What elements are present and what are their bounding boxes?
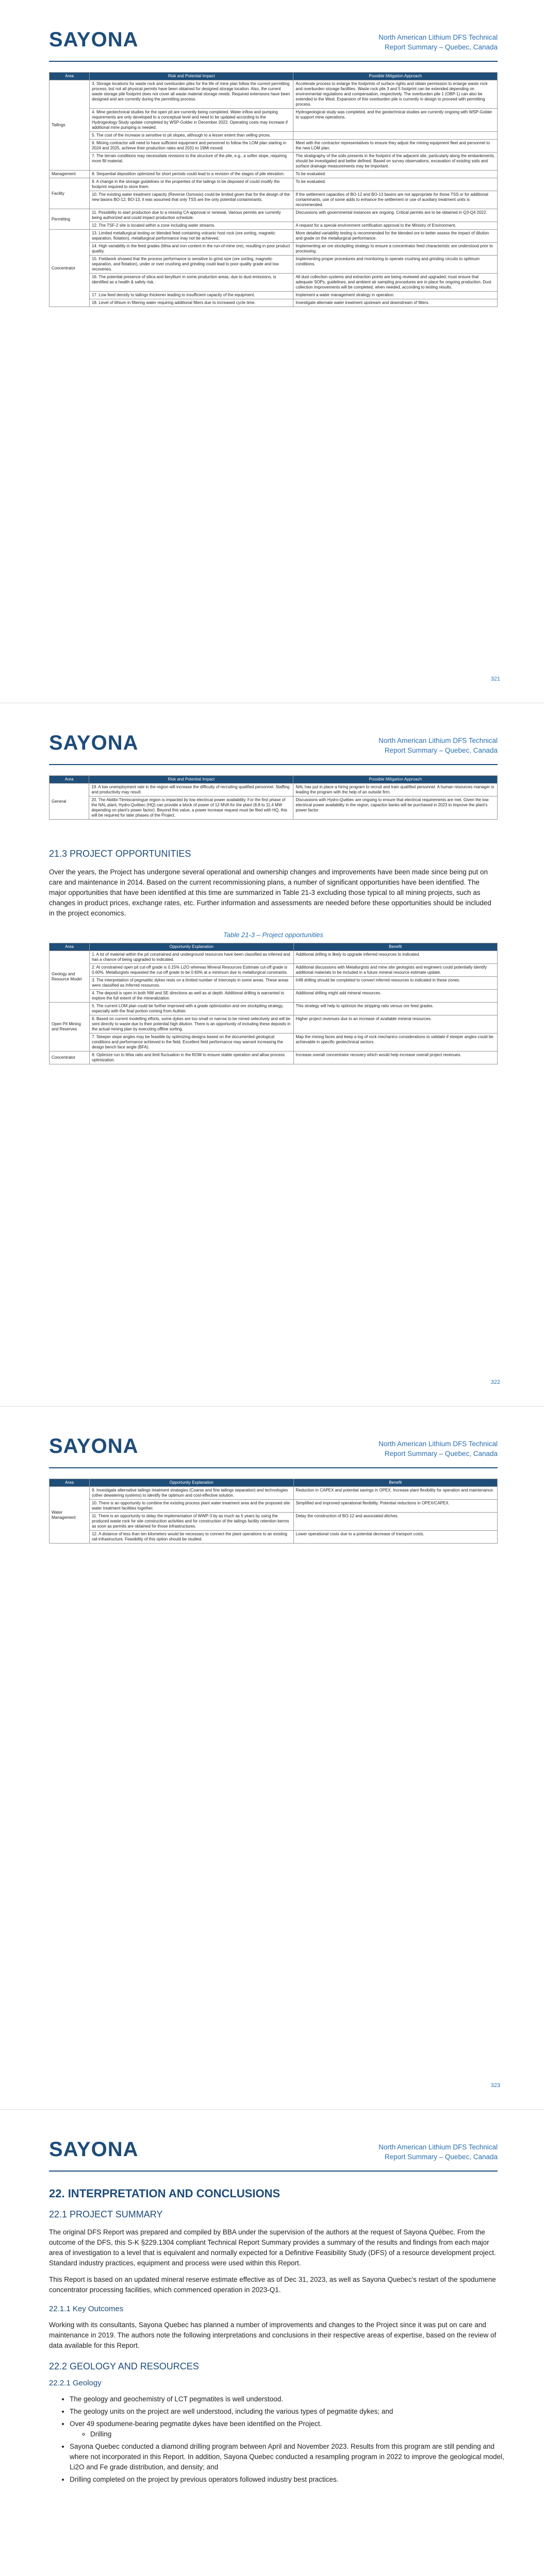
benefit-cell: Map the mining faces and keep a log of rock mechanics considerations to validate if steeper angles could be achievable in specific geotechnical sectors. xyxy=(293,1033,497,1052)
section-22-1-heading: 22.1 PROJECT SUMMARY xyxy=(49,2209,163,2219)
page-321 xyxy=(0,0,544,703)
mitigation-cell: To be evaluated. xyxy=(293,178,498,191)
benefit-cell: Additional drilling might add mineral resources. xyxy=(293,990,497,1003)
risk-cell: 6. Mining contractor will need to have sufficient equipment and personnel to follow the LOM plan starting in 2024 and 2025, achieve their production rates and 2031 to 19Mt moved. xyxy=(90,140,293,152)
section-22-2-heading: 22.2 GEOLOGY AND RESOURCES xyxy=(49,2361,199,2371)
risk-cell: 11. Possibility to start production due to a missing CA approval or renewal. Various permits are currently being authorized and could impact production schedule. xyxy=(90,209,293,222)
page-324 xyxy=(0,2110,544,2576)
report-title: North American Lithium DFS Technical Report Summary – Quebec, Canada xyxy=(378,2143,498,2161)
mitigation-cell: A request for a special environment certification approval to the Ministry of Environment. xyxy=(293,222,498,230)
sayona-logo: SAYONA xyxy=(49,2138,139,2161)
key-outcomes-paragraph: Working with its consultants, Sayona Quebec has planned a number of improvements and changes to the Project since it was put on care and maintenance in 2019. The authors note the following interpretations and conclusions in their respective areas of expertise, based on the review of data available for this Report. xyxy=(49,2321,497,2349)
table-row xyxy=(50,1052,498,1064)
area-cell: Concentrator xyxy=(50,230,90,307)
risk-table xyxy=(49,72,498,307)
benefit-cell: Simplified and improved operational flexibility. Potential reductions in OPEX/CAPEX. xyxy=(293,1500,497,1513)
page-header xyxy=(49,28,498,59)
column-header: Area xyxy=(50,776,89,784)
table-header-row xyxy=(50,1479,498,1487)
risk-cell: 8. Sequential deposition optimized for short periods could lead to a revision of the stages of pile elevation. xyxy=(90,171,293,178)
risk-cell: 18. Level of lithium in filtering water requiring additional filters due to increased cycle time. xyxy=(90,299,293,307)
table-row xyxy=(50,1513,498,1531)
table-21-3-caption: Table 21-3 – Project opportunities xyxy=(223,931,323,939)
opp-cell: 8. Optimize run to lithia ratio and limit fluctuation in the ROM to ensure stable operation and allow process optimization. xyxy=(90,1052,293,1064)
table-header-row xyxy=(50,73,498,80)
table-row xyxy=(50,1500,498,1513)
risk-cell: 9. A change in the storage guidelines or the properties of the tailings to be disposed of could modify the footprint required to store them. xyxy=(90,178,293,191)
opp-cell: 2. At constrained open pit cut-off grade is 0.15% Li2O whereas Mineral Resources Estimate cut-off grade is 0.60%. Metallurgists requested the cut-off grade to be 0.60% at a minimum due to metallurgical constraints. xyxy=(90,964,293,977)
table-row xyxy=(50,1003,498,1015)
risk-cell: 13. Limited metallurgical testing on blended feed containing volcanic host rock (ore sorting, magnetic separation, flotation), metallurgical performance may not be achieved. xyxy=(90,230,293,243)
risk-cell: 20. The Abitibi-Témiscamingue region is impacted by low electrical power availability. For the first phase of the NAL plant, Hydro-Québec (HQ) can provide a block of power of 12 MVA for the plant (8.8 to 11.4 MW depending on plant's power factor). Beyond this value, a power increase request must be filed with HQ, this will be required for later phases of the Project. xyxy=(89,796,293,820)
page-322 xyxy=(0,703,544,1406)
opp-cell: 5. The current LOM plan could be further improved with a grade optimization and ore stockpiling strategy, especially with the final portion coming from Authier. xyxy=(90,1003,293,1015)
table-row xyxy=(50,1015,498,1033)
table-row xyxy=(50,152,498,171)
opp-cell: 9. Investigate alternative tailings treatment strategies (Coarse and fine tailings separation) and technologies (other dewatering systems) to identify the optimum and cost-effective solution. xyxy=(90,1487,293,1500)
column-header: Possible Mitigation Approach xyxy=(293,73,498,80)
table-row xyxy=(50,299,498,307)
mitigation-cell: Implement a water management strategy in operation. xyxy=(293,292,498,299)
chapter-22-heading: 22. INTERPRETATION AND CONCLUSIONS xyxy=(49,2187,281,2200)
mitigation-cell: Meet with the contractor representatives to ensure they adjust the mining equipment fleet and personnel to the new LOM plan. xyxy=(293,140,498,152)
table-row xyxy=(50,109,498,132)
opp-cell: 6. Based on current modelling efforts, some dykes are too small or narrow to be mined selectively and will be sent directly to waste due to their potential high dilution. There is an opportunity of including these deposits in the actual mining plan by executing offline sorting. xyxy=(90,1015,293,1033)
benefit-cell: Higher project revenues due to an increase of available mineral resources. xyxy=(293,1015,497,1033)
key-outcomes-heading: 22.1.1 Key Outcomes xyxy=(49,2304,124,2313)
table-row xyxy=(50,1531,498,1544)
list-item: • The geology and geochemistry of LCT pegmatites is well understood. xyxy=(70,2394,508,2404)
table-row xyxy=(50,990,498,1003)
risk-cell: 14. High variability in the feed grades (lithia and iron content in the run-of-mine ore), resulting in poor product quality. xyxy=(90,243,293,256)
page-number: 321 xyxy=(490,676,500,682)
column-header: Opportunity Explanation xyxy=(90,943,293,951)
table-row xyxy=(50,209,498,222)
mitigation-cell: Accelerate process to enlarge the footprints of surface rights and obtain permission to enlarge waste rock and overburden storage facilities. Waste rock pile 3 and 5 footprint can be extended depending on environmental regulations and compensation, respectively. The overburden pile 1 (OBP-1) can also be extended to the West. Expansion of this overburden pile is currently in design to proceed with permitting process. xyxy=(293,80,498,109)
opp-cell: 1. A lot of material within the pit constrained and underground resources have been classified as inferred and has a chance of being upgraded to indicated. xyxy=(90,951,293,964)
area-cell: Open Pit Mining and Reserves xyxy=(50,1003,90,1052)
list-item: • Sayona Quebec conducted a diamond drilling program between April and November 2023. Results from this program are still pending and where not incorporated in this Report. In addition, Sayona Quebec conducted a resampling program in 2022 to improve the geological model, Li2O and Fe grade distribution, and density; and xyxy=(70,2442,508,2472)
mitigation-cell: Implementing an ore stockpiling strategy to ensure a concentrator feed characteristic are understood prior to processing. xyxy=(293,243,498,256)
mitigation-cell: If the settlement capacities of BO-12 and BO-13 basins are not appropriate for those TSS or for additional contaminants, use of some adds to enhance the settlement or use of auxiliary treatment units is recommended. xyxy=(293,191,498,209)
sayona-logo: SAYONA xyxy=(49,28,139,51)
page-header xyxy=(49,1435,498,1466)
benefit-cell: This strategy will help to optimize the stripping ratio versus ore feed grades. xyxy=(293,1003,497,1015)
area-cell: Management xyxy=(50,171,90,178)
benefit-cell: Delay the construction of BO-12 and associated ditches. xyxy=(293,1513,497,1531)
report-basis-paragraph: This Report is based on an updated mineral reserve estimate effective as of Dec 31, 2023, as well as Sayona Quebec's restart of the spodumene concentrator processing facilities, which commenced operation in 2023-Q1. xyxy=(49,2276,496,2294)
column-header: Risk and Potential Impact xyxy=(89,776,293,784)
benefit-cell: Additional drilling is likely to upgrade inferred resources to indicated. xyxy=(293,951,497,964)
column-header: Benefit xyxy=(293,1479,497,1487)
page-header xyxy=(49,732,498,762)
table-row xyxy=(50,132,498,140)
header-divider xyxy=(49,2171,498,2172)
page-header xyxy=(49,2138,498,2169)
area-cell: Permitting xyxy=(50,209,90,230)
risk-table-continued xyxy=(49,775,498,820)
risk-cell: 15. Fieldwork showed that the process performance is sensitive to grind size (ore sorting, magnetic separation, and flotation), under or over crushing and grinding could lead to poor quality grade and low recoveries. xyxy=(90,256,293,274)
table-row xyxy=(50,784,498,796)
risk-cell: 4. Mine geotechnical studies for the open pit are currently being completed. Water inflow and pumping requirements are only developed to a conceptual level and need to be updated according to the Hydrogeology Study update completed by WSP-Golder in December 2022. Operating costs may increase if additional mine pumping is needed. xyxy=(90,109,293,132)
opp-cell: 7. Steeper slope angles may be feasible by optimizing designs based on the documented geological conditions and performance achieved in the field. Excellent field performance may warrant increasing the design bench face angle (BFA). xyxy=(90,1033,293,1052)
benefit-cell: Lower operational costs due to a potential decrease of transport costs. xyxy=(293,1531,497,1544)
table-row xyxy=(50,951,498,964)
risk-cell: 3. Storage locations for waste rock and overburden piles for the life of mine plan follow the current permitting process, but not all physical permits have been obtained for designed storage location. Also, the current waste storage pile footprint does not cover all waste material storage needs. Required extensions have been designed and are currently during the permitting process. xyxy=(90,80,293,109)
table-row xyxy=(50,1033,498,1052)
list-item: • Drilling completed on the project by previous operators followed industry best practices. xyxy=(70,2475,508,2485)
table-row xyxy=(50,140,498,152)
sayona-logo: SAYONA xyxy=(49,732,139,754)
mitigation-cell: More detailed variability testing is recommended for the blended ore to better assess the impact of dilution and grade on the metallurgical performance. xyxy=(293,230,498,243)
table-header-row xyxy=(50,776,498,784)
table-header-row xyxy=(50,943,498,951)
project-summary-paragraph: The original DFS Report was prepared and compiled by BBA under the supervision of the authors at the request of Sayona Québec. From the outcome of the DFS, this S-K §229.1304 compliant Technical Report Summary provides a summary of the results and findings from each major area of investigation to a level that is equivalent and normally expected for a Definitive Feasibility Study (DFS) of a resource development project. Standard industry practices, equipment and process were used within this Report. xyxy=(49,2228,496,2267)
benefit-cell: Infill drilling should be completed to convert inferred resources to indicated in these zones. xyxy=(293,977,497,990)
page-number: 322 xyxy=(490,1379,500,1385)
mitigation-cell: All dust collection systems and extraction points are being reviewed and upgraded; must ensure that adequate SOPs, guidelines, and ambient air sampling procedures are in place for ongoing production. Dust collection improvements will be completed, when needed, according to testing results. xyxy=(293,274,498,292)
mitigation-cell: Investigate alternate water treatment upstream and downstream of filters. xyxy=(293,299,498,307)
column-header: Area xyxy=(50,1479,90,1487)
header-divider xyxy=(49,764,498,765)
page-323 xyxy=(0,1406,544,2110)
mitigation-cell: To be evaluated. xyxy=(293,171,498,178)
report-title: North American Lithium DFS Technical Report Summary – Quebec, Canada xyxy=(378,1440,498,1458)
area-cell: General xyxy=(50,784,89,820)
table-row xyxy=(50,191,498,209)
area-cell: Water Management xyxy=(50,1487,90,1544)
risk-cell: 16. The potential presence of silica and beryllium in some production areas, due to dust emissions, is identified as a health & safety risk. xyxy=(90,274,293,292)
mitigation-cell xyxy=(293,132,498,140)
column-header: Possible Mitigation Approach xyxy=(293,776,498,784)
table-row xyxy=(50,292,498,299)
header-divider xyxy=(49,1467,498,1468)
risk-cell: 19. A low unemployment rate in the region will increase the difficulty of recruiting qualified personnel. Staffing and productivity may result. xyxy=(89,784,293,796)
risk-cell: 17. Low feed density to tailings thickener leading to insufficient capacity of the equipment. xyxy=(90,292,293,299)
opportunity-table xyxy=(49,943,498,1064)
geology-bullets xyxy=(59,2394,508,2487)
area-cell: Concentrator xyxy=(50,1052,90,1064)
table-row xyxy=(50,222,498,230)
table-row xyxy=(50,977,498,990)
risk-cell: 12. The TSF-2 site is located within a zone including water streams. xyxy=(90,222,293,230)
report-title: North American Lithium DFS Technical Report Summary – Quebec, Canada xyxy=(378,33,498,51)
area-cell: Geology and Resource Model xyxy=(50,951,90,1003)
column-header: Area xyxy=(50,943,90,951)
column-header: Area xyxy=(50,73,90,80)
table-row xyxy=(50,178,498,191)
benefit-cell: Additional discussions with Metallurgists and mine site geologists and engineers could potentially identify additional materials to be included in a future mineral resource estimate update. xyxy=(293,964,497,977)
column-header: Benefit xyxy=(293,943,497,951)
opp-cell: 3. The interpretation of pegmatitic dykes rests on a limited number of intercepts in some areas. These areas were classified as Inferred resources. xyxy=(90,977,293,990)
list-item: • Over 49 spodumene-bearing pegmatite dykes have been identified on the Project. ◦ Drilling xyxy=(70,2419,508,2439)
mitigation-cell: Discussions with governmental instances are ongoing. Critical permits are to be obtained in Q3-Q4 2022. xyxy=(293,209,498,222)
report-title: North American Lithium DFS Technical Report Summary – Quebec, Canada xyxy=(378,737,498,754)
mitigation-cell: The stratigraphy of the soils presents in the footprint of the adjacent site, particularly along the embankments, should be investigated and better defined. Based on survey observations, excavation of existing soils and surface drainage measurements may be important. xyxy=(293,152,498,171)
table-row xyxy=(50,1487,498,1500)
mitigation-cell: NAL has put in place a hiring program to recruit and train qualified personnel. A human resources manager is leading the program with the help of an outside firm. xyxy=(293,784,498,796)
section-21-3-heading: 21.3 PROJECT OPPORTUNITIES xyxy=(49,849,191,859)
benefit-cell: Reduction in CAPEX and potential savings in OPEX. Increase plant flexibility for operation and maintenance. xyxy=(293,1487,497,1500)
opp-cell: 10. There is an opportunity to combine the existing process plant water treatment area and the proposed site water treatment facilities together. xyxy=(90,1500,293,1513)
opp-cell: 4. The deposit is open in both NW and SE directions as well as at depth. Additional drilling is warranted to explore the full extent of the mineralization. xyxy=(90,990,293,1003)
area-cell: Tailings xyxy=(50,80,90,171)
list-item: ◦ Drilling xyxy=(90,2429,508,2439)
page-number: 323 xyxy=(490,2082,500,2089)
list-item: • The geology units on the project are well understood, including the various types of pegmatite dykes; and xyxy=(70,2406,508,2417)
mitigation-cell: Implementing proper procedures and monitoring to operate crushing and grinding circuits to optimum conditions. xyxy=(293,256,498,274)
column-header: Risk and Potential Impact xyxy=(90,73,293,80)
mitigation-cell: Hydrogeological study was completed, and the geotechnical studies are currently ongoing with WSP-Golder to support mine operations. xyxy=(293,109,498,132)
table-row xyxy=(50,171,498,178)
sayona-logo: SAYONA xyxy=(49,1435,139,1458)
risk-cell: 7. The terrain conditions may necessitate revisions to the structure of the pile, e.g., a softer slope, requiring more fill material. xyxy=(90,152,293,171)
column-header: Opportunity Explanation xyxy=(90,1479,293,1487)
risk-cell: 5. The cost of the increase is sensitive to pit slopes, although to a lesser extent than selling prices. xyxy=(90,132,293,140)
area-cell: Facility xyxy=(50,178,90,209)
table-row xyxy=(50,230,498,243)
section-21-3-paragraph: Over the years, the Project has undergone several operational and ownership changes and improvements have been made since being put on care and maintenance in 2014. Based on the current recommissioning plans, a number of significant opportunities have been identified. The major opportunities that have been identified at this time are summarized in Table 21-3 excluding those typical to all mining projects, such as changes in product prices, exchange rates, etc. Further information and assessments are needed before these opportunities should be included in the project economics. xyxy=(49,868,491,917)
table-row xyxy=(50,256,498,274)
table-row xyxy=(50,274,498,292)
benefit-cell: Increase overall concentrator recovery which would help increase overall project revenues. xyxy=(293,1052,497,1064)
mitigation-cell: Discussions with Hydro-Québec are ongoing to ensure that electrical requirements are met. Given the low electrical power availability in the region, capacitor banks will be purchased in 2023 to improve the plant's power factor. xyxy=(293,796,498,820)
risk-cell: 10. The existing water treatment capacity (Reverse Osmosis) could be limited given that for the design of the new basins BO-12, BO-13, it was assumed that only TSS are the only potential contaminants. xyxy=(90,191,293,209)
table-row xyxy=(50,796,498,820)
opp-cell: 12. A distance of less than ten kilometers would be necessary to connect the plant operations to an existing rail infrastructure. Feasibility of this option should be studied. xyxy=(90,1531,293,1544)
table-row xyxy=(50,964,498,977)
opp-cell: 11. There is an opportunity to delay the implementation of WWP-3 by as much as 5 years by using the produced waste rock for site construction activities and for construction of the tailings facility retention berms as soon as permits are obtained for those infrastructures. xyxy=(90,1513,293,1531)
geology-heading: 22.2.1 Geology xyxy=(49,2379,102,2387)
header-divider xyxy=(49,61,498,62)
opportunity-table-continued xyxy=(49,1479,498,1544)
table-row xyxy=(50,80,498,109)
table-row xyxy=(50,243,498,256)
